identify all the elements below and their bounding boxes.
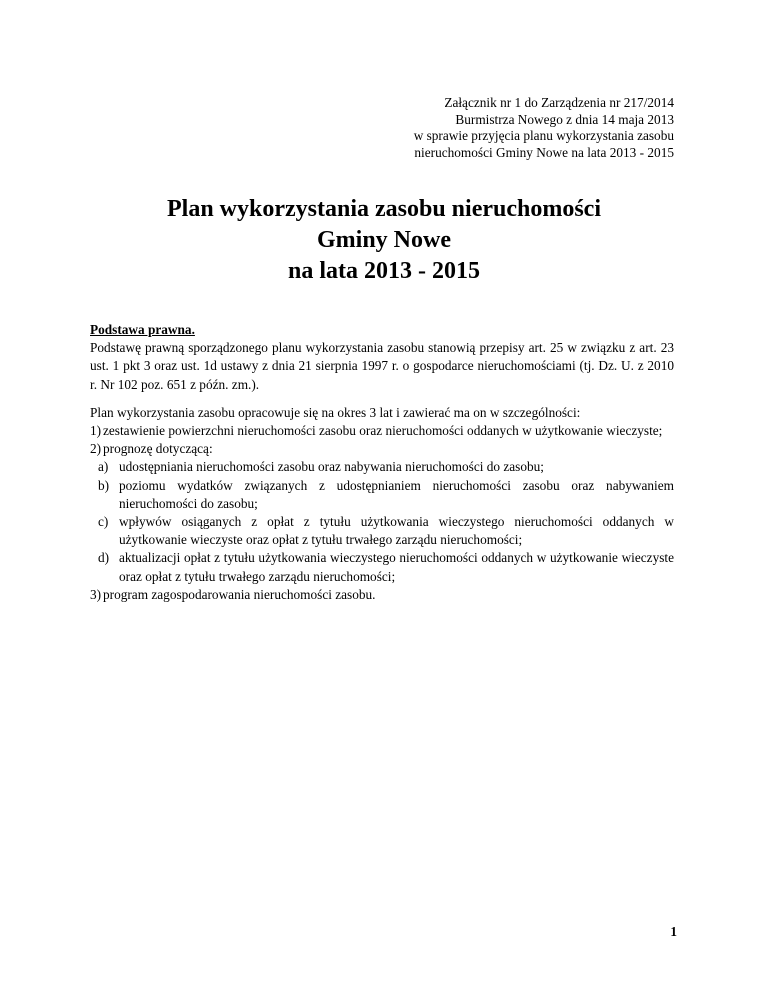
plan-contents-list	[90, 422, 674, 458]
item-text: prognozę dotyczącą:	[103, 441, 213, 457]
subitem-letter: b)	[98, 477, 110, 493]
forecast-sublist	[90, 458, 674, 585]
subitem-text: aktualizacji opłat z tytułu użytkowania wieczystego nieruchomości oddanych w użytkowanie wieczyste oraz opłat z tytułu trwałego zarządu nieruchomości;	[119, 550, 674, 584]
item-text: zestawienie powierzchni nieruchomości zasobu oraz nieruchomości oddanych w użytkowanie wieczyste;	[103, 423, 663, 439]
legal-basis-heading: Podstawa prawna.	[90, 322, 195, 337]
subitem-text: udostępniania nieruchomości zasobu oraz nabywania nieruchomości do zasobu;	[119, 459, 545, 475]
document-body	[90, 321, 674, 604]
list-item	[90, 586, 674, 604]
attachment-line-3: w sprawie przyjęcia planu wykorzystania zasobu	[413, 128, 674, 143]
title-line-3: na lata 2013 - 2015	[288, 258, 480, 284]
item-number: 1)	[90, 423, 102, 439]
title-line-2: Gminy Nowe	[317, 227, 451, 253]
subitem-text: poziomu wydatków związanych z udostępnianiem nieruchomości zasobu oraz nabywaniem nieruchomości do zasobu;	[119, 477, 674, 511]
list-item	[90, 422, 674, 440]
page-number: 1	[670, 924, 677, 939]
sublist-item	[90, 458, 674, 476]
item-text: program zagospodarowania nieruchomości zasobu.	[103, 586, 376, 602]
subitem-letter: a)	[98, 459, 109, 475]
sublist-item	[90, 477, 674, 513]
legal-basis-text: Podstawę prawną sporządzonego planu wykorzystania zasobu stanowią przepisy art. 25 w związku z art. 23 ust. 1 pkt 3 oraz ust. 1d ustawy z dnia 21 sierpnia 1997 r. o gospodarce nieruchomościami (tj. Dz. U. z 2010 r. Nr 102 poz. 651 z późn. zm.).	[90, 340, 674, 392]
attachment-line-1: Załącznik nr 1 do Zarządzenia nr 217/2014	[444, 95, 674, 110]
item-number: 3)	[90, 586, 102, 602]
sublist-item	[90, 549, 674, 585]
subitem-letter: c)	[98, 514, 109, 530]
list-item	[90, 440, 674, 458]
attachment-line-4: nieruchomości Gminy Nowe na lata 2013 - 2015	[414, 144, 674, 160]
attachment-note	[344, 95, 674, 161]
subitem-letter: d)	[98, 550, 110, 566]
title-line-1: Plan wykorzystania zasobu nieruchomości	[166, 196, 601, 222]
item-number: 2)	[90, 441, 102, 457]
document-title	[0, 194, 768, 287]
plan-intro: Plan wykorzystania zasobu opracowuje się na okres 3 lat i zawierać ma on w szczególności:	[90, 404, 581, 420]
plan-contents-list-continued	[90, 586, 674, 604]
subitem-text: wpływów osiąganych z opłat z tytułu użytkowania wieczystego nieruchomości oddanych w użytkowanie wieczyste oraz opłat z tytułu trwałego zarządu nieruchomości;	[119, 514, 674, 548]
sublist-item	[90, 513, 674, 549]
attachment-line-2: Burmistrza Nowego z dnia 14 maja 2013	[455, 111, 674, 127]
